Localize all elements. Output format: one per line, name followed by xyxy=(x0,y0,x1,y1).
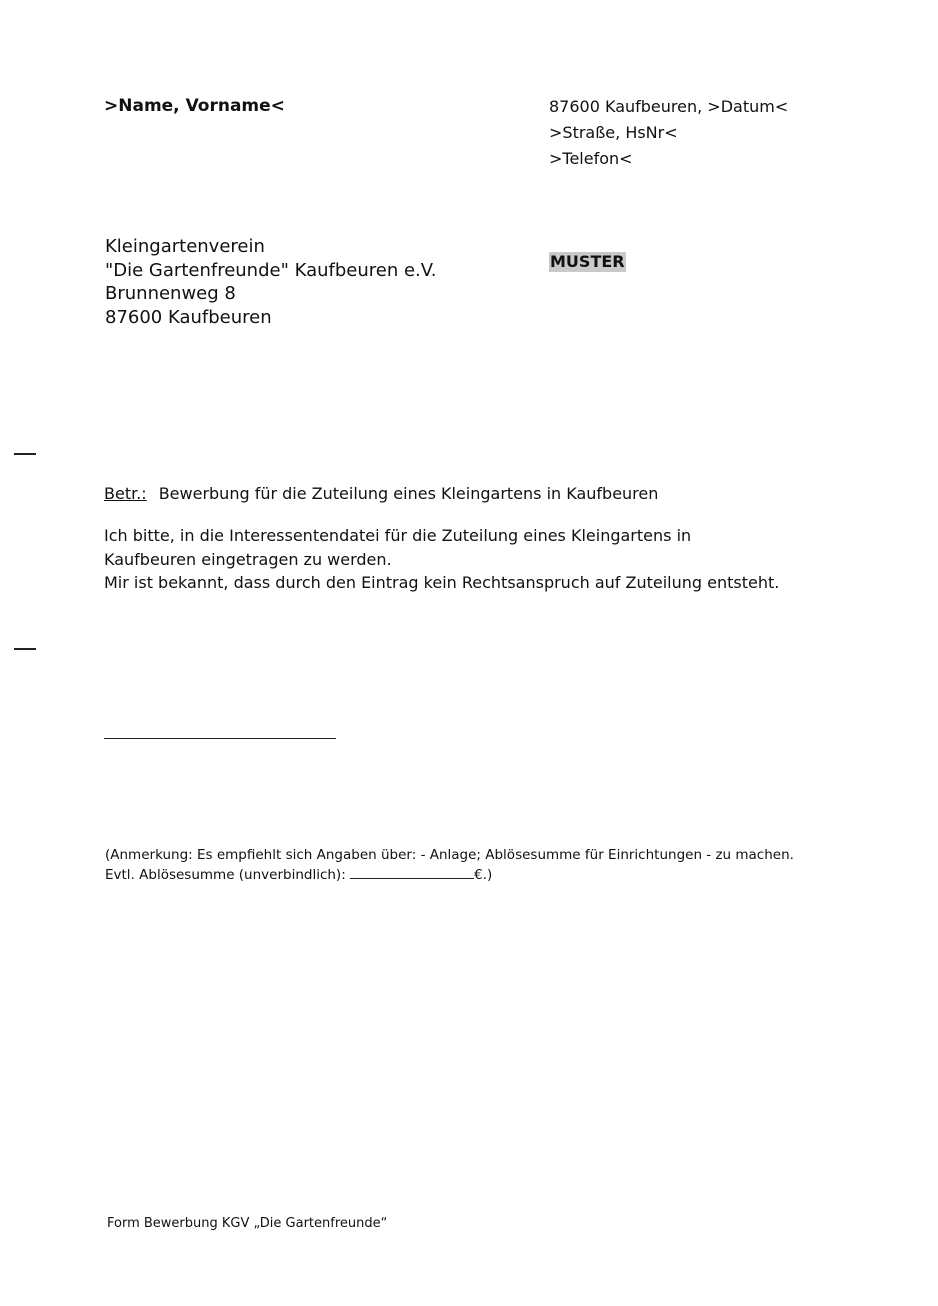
body-paragraph-2: Mir ist bekannt, dass durch den Eintrag kein Rechtsanspruch auf Zuteilung entsteht. xyxy=(104,573,780,592)
muster-stamp: MUSTER xyxy=(550,252,625,271)
recipient-address xyxy=(105,235,436,329)
redemption-label: Evtl. Ablösesumme (unverbindlich): xyxy=(105,867,346,883)
recipient-line-2: "Die Gartenfreunde" Kaufbeuren e.V. xyxy=(105,259,437,281)
note-line-2 xyxy=(105,865,795,885)
redemption-amount-blank xyxy=(350,866,474,879)
form-footer: Form Bewerbung KGV „Die Gartenfreunde“ xyxy=(107,1216,388,1231)
recipient-line-3: Brunnenweg 8 xyxy=(105,283,236,304)
signature-line xyxy=(104,738,336,739)
fold-mark-middle xyxy=(14,648,36,650)
body-paragraph-1: Ich bitte, in die Interessentendatei für die Zuteilung eines Kleingartens in Kaufbeuren eingetragen zu werden. xyxy=(104,526,692,569)
recipient-line-4: 87600 Kaufbeuren xyxy=(105,306,272,328)
sender-city-date: 87600 Kaufbeuren, >Datum< xyxy=(549,97,789,116)
fold-mark-top xyxy=(14,453,36,455)
subject-text: Bewerbung für die Zuteilung eines Kleingartens in Kaufbeuren xyxy=(158,484,659,503)
note-section xyxy=(105,845,795,885)
sender-phone: >Telefon< xyxy=(549,149,633,168)
subject-line xyxy=(104,484,658,503)
letter-body xyxy=(104,524,784,595)
sender-details xyxy=(549,94,788,172)
sender-name: >Name, Vorname< xyxy=(104,96,285,116)
note-line-1: (Anmerkung: Es empfiehlt sich Angaben über: - Anlage; Ablösesumme für Einrichtungen - zu machen. xyxy=(105,847,794,863)
subject-label: Betr.: xyxy=(104,484,147,503)
redemption-suffix: €.) xyxy=(474,867,493,883)
sender-street: >Straße, HsNr< xyxy=(549,123,678,142)
recipient-line-1: Kleingartenverein xyxy=(105,236,265,257)
